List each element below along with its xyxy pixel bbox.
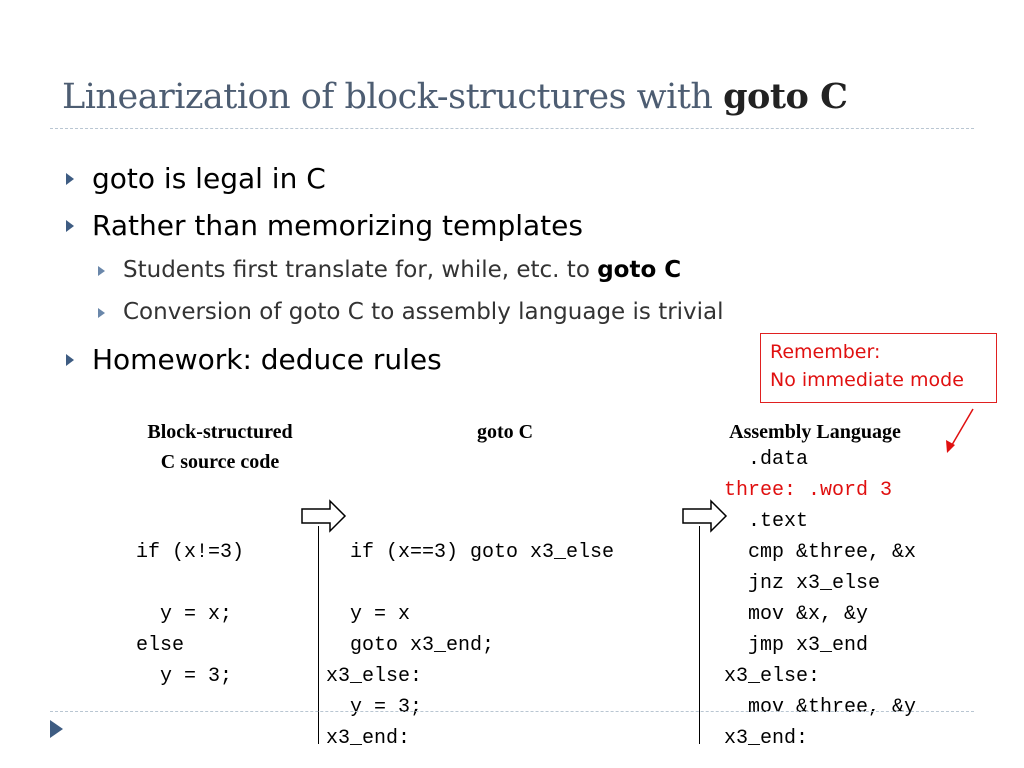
code-line: cmp &three, &x	[724, 541, 917, 564]
block-code	[136, 537, 244, 692]
code-line: else	[136, 634, 185, 657]
code-line: if (x==3) goto x3_else	[326, 541, 615, 564]
code-line	[326, 568, 614, 599]
code-line: y = x	[326, 603, 411, 626]
bullet-homework: Homework: deduce rules	[92, 343, 442, 376]
code-line: mov &three, &y	[724, 696, 917, 719]
code-line: x3_else:	[326, 665, 423, 688]
header-assembly: Assembly Language	[729, 421, 901, 443]
footer-divider	[50, 711, 974, 712]
slide-nav-arrow-icon	[50, 720, 63, 738]
callout-line-2: No immediate mode	[770, 369, 964, 391]
code-line: x3_else:	[724, 665, 821, 688]
bullet-templates: Rather than memorizing templates	[92, 209, 583, 242]
code-line: y = x;	[136, 603, 233, 626]
code-line: jmp x3_end	[724, 634, 869, 657]
callout-line-1: Remember:	[770, 341, 881, 363]
subbullet-translate: Students first translate for, while, etc. to goto C	[123, 257, 681, 283]
bullet-goto-legal: goto is legal in C	[92, 162, 326, 195]
assembly-code	[724, 444, 916, 754]
code-line: .data	[724, 448, 809, 471]
code-line: y = 3;	[326, 696, 423, 719]
code-line: if (x!=3)	[136, 541, 245, 564]
code-line: .text	[724, 510, 809, 533]
slide-title: Linearization of block-structures with goto C	[62, 76, 848, 117]
code-line: y = 3;	[136, 665, 233, 688]
code-line: jnz x3_else	[724, 572, 881, 595]
code-line: goto x3_end;	[326, 634, 495, 657]
code-line: x3_end:	[326, 727, 411, 750]
header-block-structured: Block-structured C source code	[147, 421, 293, 473]
subbullet-conversion: Conversion of goto C to assembly language is trivial	[123, 299, 724, 325]
goto-c-code	[326, 537, 614, 754]
code-line-highlighted: three: .word 3	[724, 479, 893, 502]
header-goto-c: goto C	[476, 421, 534, 443]
right-arrow-icon	[302, 501, 345, 531]
code-line: mov &x, &y	[724, 603, 869, 626]
code-line	[136, 568, 244, 599]
right-arrow-icon	[683, 501, 726, 531]
code-line: x3_end:	[724, 727, 809, 750]
